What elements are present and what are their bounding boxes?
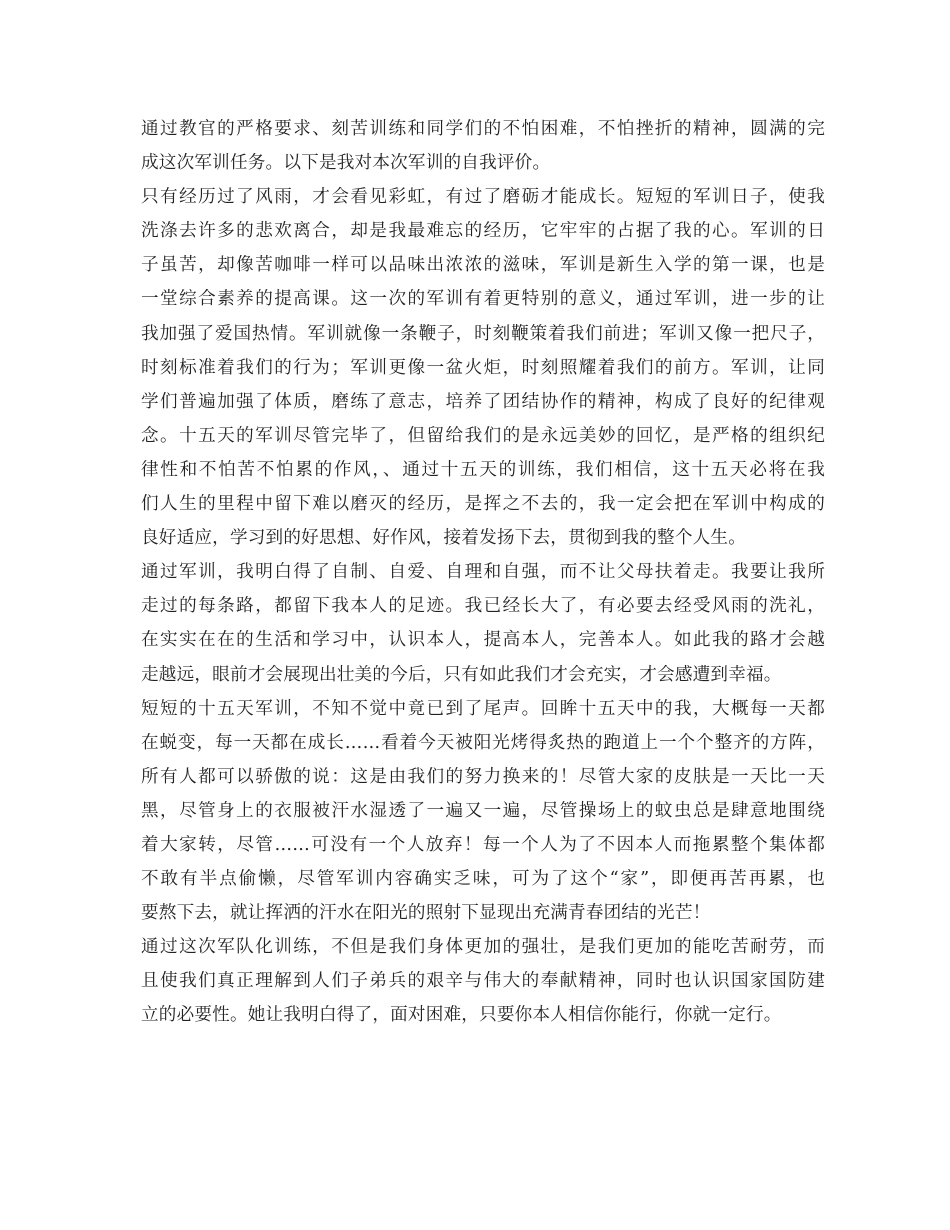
text-line: 着大家转，尽管……可没有一个人放弃！每一个人为了不因本人而拖累整个集体都: [141, 834, 825, 855]
text-line: 且使我们真正理解到人们子弟兵的艰辛与伟大的奉献精神，同时也认识国家国防建: [141, 971, 825, 992]
paragraph: [141, 930, 825, 1032]
text-line: 时刻标准着我们的行为；军训更像一盆火炬，时刻照耀着我们的前方。军训，让同: [141, 357, 825, 378]
text-line: 不敢有半点偷懒，尽管军训内容确实乏味，可为了这个“家”，即便再苦再累，也: [141, 869, 825, 890]
text-line: 黑，尽管身上的衣服被汗水湿透了一遍又一遍，尽管操场上的蚊虫总是肆意地围绕: [141, 800, 825, 821]
text-line: 走越远，眼前才会展现出壮美的今后，只有如此我们才会充实，才会感遭到幸福。: [141, 664, 782, 685]
text-line: 通过教官的严格要求、刻苦训练和同学们的不怕困难，不怕挫折的精神，圆满的完: [141, 119, 825, 139]
text-line: 学们普遍加强了体质，磨练了意志，培养了团结协作的精神，构成了良好的纪律观: [141, 391, 825, 412]
text-line: 我加强了爱国热情。军训就像一条鞭子，时刻鞭策着我们前进；军训又像一把尺子，: [141, 323, 825, 344]
text-line: 律性和不怕苦不怕累的作风，、通过十五天的训练，我们相信，这十五天必将在我: [141, 459, 825, 480]
text-line: 立的必要性。她让我明白得了，面对困难，只要你本人相信你能行，你就一定行。: [141, 1005, 782, 1026]
paragraph: [141, 112, 825, 180]
text-line: 通过这次军队化训练，不但是我们身体更加的强壮，是我们更加的能吃苦耐劳，而: [141, 937, 825, 958]
text-line: 通过军训，我明白得了自制、自爱、自理和自强，而不让父母扶着走。我要让我所: [141, 562, 825, 583]
paragraph: [141, 692, 825, 931]
text-line: 要熬下去，就让挥洒的汗水在阳光的照射下显现出充满青春团结的光芒！: [141, 903, 711, 924]
text-line: 良好适应，学习到的好思想、好作风，接着发扬下去，贯彻到我的整个人生。: [141, 528, 746, 549]
text-line: 一堂综合素养的提高课。这一次的军训有着更特别的意义，通过军训，进一步的让: [141, 289, 825, 310]
paragraph: [141, 180, 825, 555]
paragraph: [141, 555, 825, 691]
text-line: 所有人都可以骄傲的说：这是由我们的努力换来的！尽管大家的皮肤是一天比一天: [141, 766, 825, 787]
text-line: 只有经历过了风雨，才会看见彩虹，有过了磨砺才能成长。短短的军训日子，使我: [141, 187, 825, 208]
text-line: 念。十五天的军训尽管完毕了，但留给我们的是永远美妙的回忆，是严格的组织纪: [141, 425, 825, 446]
text-line: 洗涤去许多的悲欢离合，却是我最难忘的经历，它牢牢的占据了我的心。军训的日: [141, 221, 825, 242]
text-line: 成这次军训任务。以下是我对本次军训的自我评价。: [141, 153, 551, 174]
text-line: 在实实在在的生活和学习中，认识本人，提高本人，完善本人。如此我的路才会越: [141, 630, 825, 651]
text-line: 子虽苦，却像苦咖啡一样可以品味出浓浓的滋味，军训是新生入学的第一课，也是: [141, 255, 825, 276]
text-line: 们人生的里程中留下难以磨灭的经历，是挥之不去的，我一定会把在军训中构成的: [141, 494, 825, 515]
text-line: 走过的每条路，都留下我本人的足迹。我已经长大了，有必要去经受风雨的洗礼，: [141, 596, 825, 617]
text-line: 在蜕变，每一天都在成长……看着今天被阳光烤得炙热的跑道上一个个整齐的方阵，: [141, 732, 825, 753]
text-line: 短短的十五天军训，不知不觉中竟已到了尾声。回眸十五天中的我，大概每一天都: [141, 698, 825, 719]
document-body: [141, 112, 825, 1033]
